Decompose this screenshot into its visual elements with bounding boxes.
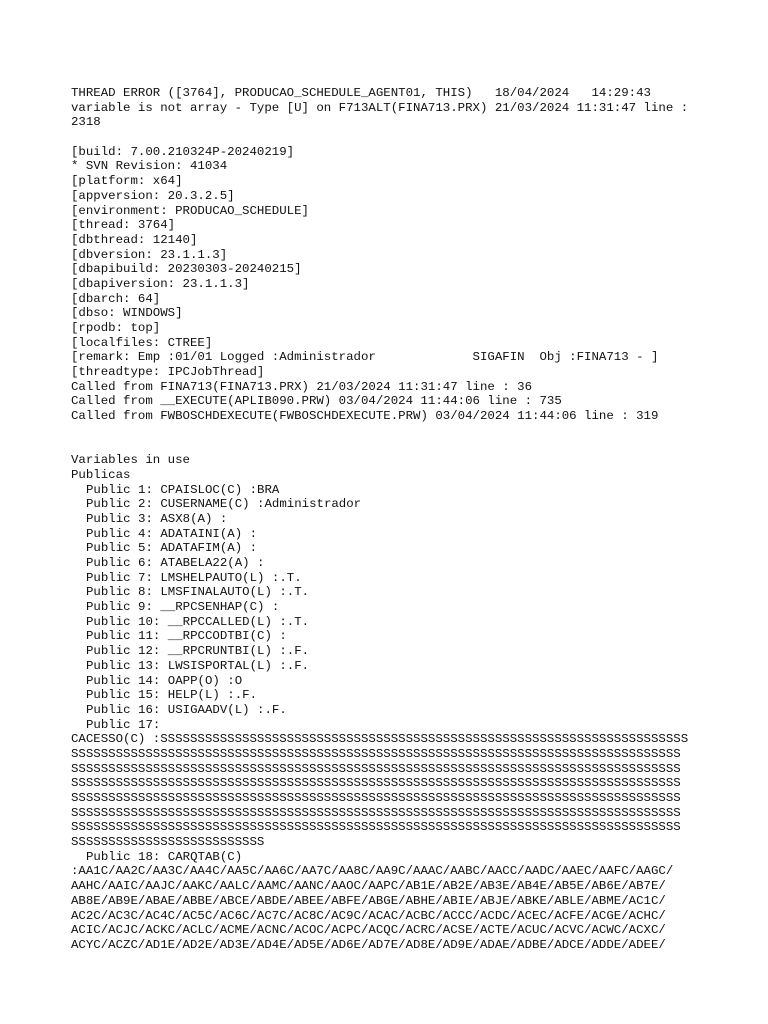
cacesso-value-line: SSSSSSSSSSSSSSSSSSSSSSSSSSSSSSSSSSSSSSSSSSSSSSSSSSSSSSSSSSSSSSSSSSSSSSSSSSSSSSSSSS (71, 761, 681, 776)
env-line: [dbversion: 23.1.1.3] (71, 247, 228, 262)
variables-block (71, 453, 711, 952)
env-line: [appversion: 20.3.2.5] (71, 188, 235, 203)
cacesso-value-line: SSSSSSSSSSSSSSSSSSSSSSSSSSSSSSSSSSSSSSSSSSSSSSSSSSSSSSSSSSSSSSSSSSSSSSSSSSSSSSSSSS (71, 820, 681, 835)
public-variable: Public 13: LWSISPORTAL(L) :.F. (86, 658, 310, 673)
error-title-line: THREAD ERROR ([3764], PRODUCAO_SCHEDULE_AGENT01, THIS) 18/04/2024 14:29:43 (71, 86, 651, 100)
env-line: [environment: PRODUCAO_SCHEDULE] (71, 203, 309, 218)
env-line: [platform: x64] (71, 174, 183, 189)
public-variable: Public 6: ATABELA22(A) : (86, 556, 265, 570)
carqtab-value-line: ACIC/ACJC/ACKC/ACLC/ACME/ACNC/ACOC/ACPC/ACQC/ACRC/ACSE/ACTE/ACUC/ACVC/ACWC/ACXC/ (71, 923, 666, 938)
carqtab-value-line: :AA1C/AA2C/AA3C/AA4C/AA5C/AA6C/AA7C/AA8C/AA9C/AAAC/AABC/AACC/AADC/AAEC/AAFC/AAGC/ (71, 864, 674, 879)
carqtab-value-line: ACYC/ACZC/AD1E/AD2E/AD3E/AD4E/AD5E/AD6E/AD7E/AD8E/AD9E/ADAE/ADBE/ADCE/ADDE/ADEE/ (71, 937, 666, 952)
env-line: [dbthread: 12140] (71, 232, 198, 247)
error-message-line: variable is not array - Type [U] on F713ALT(FINA713.PRX) 21/03/2024 11:31:47 line : (71, 100, 689, 115)
spacer (71, 424, 711, 439)
spacer (71, 439, 711, 454)
public-variable: Public 7: LMSHELPAUTO(L) :.T. (86, 570, 302, 585)
public-variable: Public 14: OAPP(O) :O (86, 673, 243, 688)
env-line: [localfiles: CTREE] (71, 335, 213, 350)
public-variable: Public 9: __RPCSENHAP(C) : (86, 600, 280, 615)
public-variable: Public 11: __RPCCODTBI(C) : (86, 629, 287, 644)
environment-block (71, 145, 711, 424)
public-variable: Public 18: CARQTAB(C) (86, 849, 243, 864)
env-line: [threadtype: IPCJobThread] (71, 365, 265, 380)
public-variable: Public 12: __RPCRUNTBI(L) :.F. (86, 644, 310, 659)
env-line: [dbso: WINDOWS] (71, 306, 183, 321)
carqtab-value-line: AB8E/AB9E/ABAE/ABBE/ABCE/ABDE/ABEE/ABFE/ABGE/ABHE/ABIE/ABJE/ABKE/ABLE/ABME/AC1C/ (71, 893, 666, 908)
public-variable: Public 2: CUSERNAME(C) :Administrador (86, 497, 362, 512)
public-variable: Public 8: LMSFINALAUTO(L) :.T. (86, 585, 310, 600)
public-variable: Public 3: ASX8(A) : (86, 511, 228, 526)
call-stack-line: Called from FINA713(FINA713.PRX) 21/03/2024 11:31:47 line : 36 (71, 379, 533, 394)
error-log-document (71, 86, 711, 953)
call-stack-line: Called from FWBOSCHDEXECUTE(FWBOSCHDEXECUTE.PRW) 03/04/2024 11:44:06 line : 319 (71, 409, 659, 424)
env-line: [rpodb: top] (71, 321, 161, 335)
cacesso-value-line: SSSSSSSSSSSSSSSSSSSSSSSSSSSSSSSSSSSSSSSSSSSSSSSSSSSSSSSSSSSSSSSSSSSSSSSSSSSSSSSSSS (71, 791, 681, 805)
variables-title: Variables in use (71, 453, 190, 468)
cacesso-value-line: SSSSSSSSSSSSSSSSSSSSSSSSSSSSSSSSSSSSSSSSSSSSSSSSSSSSSSSSSSSSSSSSSSSSSSSSSSSSSSSSSS (71, 805, 681, 820)
public-variable: Public 1: CPAISLOC(C) :BRA (86, 482, 280, 497)
env-line: [thread: 3764] (71, 218, 176, 233)
error-header (71, 86, 711, 130)
cacesso-value-line: SSSSSSSSSSSSSSSSSSSSSSSSSSSSSSSSSSSSSSSSSSSSSSSSSSSSSSSSSSSSSSSSSSSSSSSSSSSSSSSSSS (71, 746, 681, 761)
public-variable: Public 5: ADATAFIM(A) : (86, 541, 258, 556)
cacesso-value-line: SSSSSSSSSSSSSSSSSSSSSSSSSS (71, 835, 265, 850)
env-line: [dbapiversion: 23.1.1.3] (71, 276, 250, 291)
public-variable: Public 10: __RPCCALLED(L) :.T. (86, 614, 310, 629)
cacesso-value-line: CACESSO(C) :SSSSSSSSSSSSSSSSSSSSSSSSSSSSSSSSSSSSSSSSSSSSSSSSSSSSSSSSSSSSSSSSSSSSSSS (71, 732, 689, 747)
public-variable: Public 16: USIGAADV(L) :.F. (86, 702, 287, 717)
env-line: [build: 7.00.210324P-20240219] (71, 144, 295, 159)
error-line-number: 2318 (71, 115, 101, 130)
env-line: [dbapibuild: 20230303-20240215] (71, 262, 302, 277)
public-variable: Public 4: ADATAINI(A) : (86, 526, 258, 541)
spacer (71, 130, 711, 145)
env-line: [dbarch: 64] (71, 291, 161, 306)
env-line: [remark: Emp :01/01 Logged :Administrador SIGAFIN Obj :FINA713 - ] (71, 350, 659, 365)
carqtab-value-line: AC2C/AC3C/AC4C/AC5C/AC6C/AC7C/AC8C/AC9C/ACAC/ACBC/ACCC/ACDC/ACEC/ACFE/ACGE/ACHC/ (71, 908, 666, 923)
carqtab-value-line: AAHC/AAIC/AAJC/AAKC/AALC/AAMC/AANC/AAOC/AAPC/AB1E/AB2E/AB3E/AB4E/AB5E/AB6E/AB7E/ (71, 879, 666, 894)
public-variable: Public 15: HELP(L) :.F. (86, 688, 258, 703)
env-line: * SVN Revision: 41034 (71, 159, 228, 174)
publicas-title: Publicas (71, 467, 131, 482)
call-stack-line: Called from __EXECUTE(APLIB090.PRW) 03/04/2024 11:44:06 line : 735 (71, 394, 562, 409)
public-variable: Public 17: (86, 717, 161, 732)
cacesso-value-line: SSSSSSSSSSSSSSSSSSSSSSSSSSSSSSSSSSSSSSSSSSSSSSSSSSSSSSSSSSSSSSSSSSSSSSSSSSSSSSSSSS (71, 776, 681, 791)
